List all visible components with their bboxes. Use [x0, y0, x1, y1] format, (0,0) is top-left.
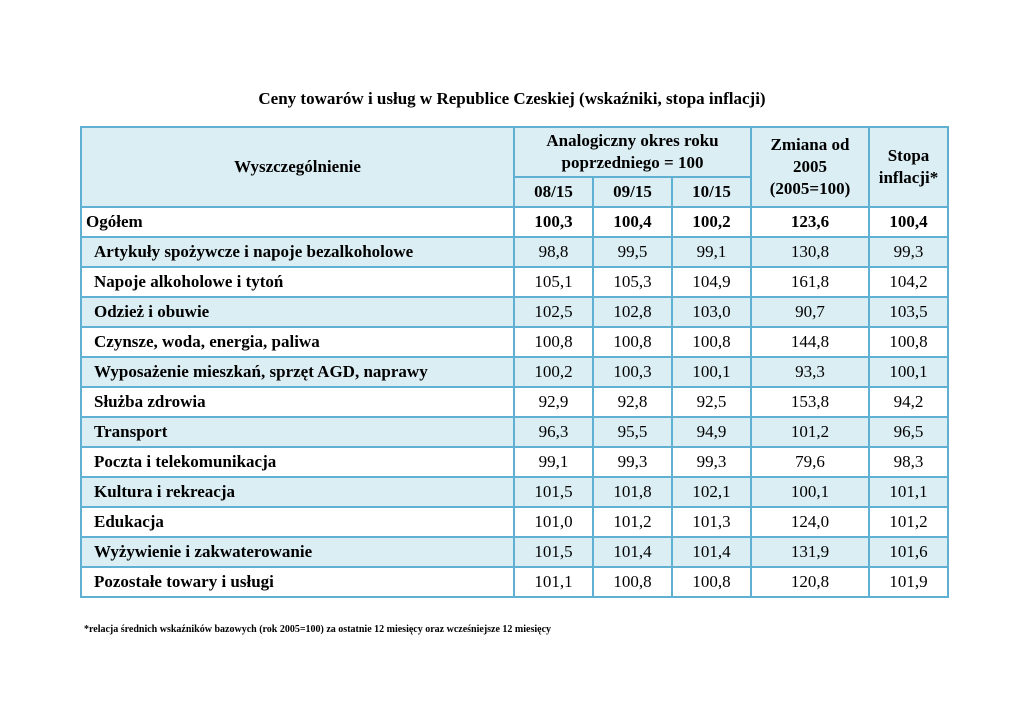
cell-value: 101,2 — [751, 417, 869, 447]
cell-value: 95,5 — [593, 417, 672, 447]
cell-value: 131,9 — [751, 537, 869, 567]
cell-value: 98,8 — [514, 237, 593, 267]
header-previous-year-group: Analogiczny okres roku poprzedniego = 100 — [514, 127, 751, 177]
header-change-since-2005: Zmiana od 2005 (2005=100) — [751, 127, 869, 207]
cell-value: 103,5 — [869, 297, 948, 327]
footnote: *relacja średnich wskaźników bazowych (rok 2005=100) za ostatnie 12 miesięcy oraz wcześniejsze 12 miesięcy — [84, 624, 552, 635]
row-label: Ogółem — [81, 207, 514, 237]
cell-value: 100,4 — [869, 207, 948, 237]
cell-value: 98,3 — [869, 447, 948, 477]
cell-value: 99,3 — [593, 447, 672, 477]
cell-value: 104,9 — [672, 267, 751, 297]
cell-value: 105,3 — [593, 267, 672, 297]
cell-value: 124,0 — [751, 507, 869, 537]
cell-value: 94,9 — [672, 417, 751, 447]
cell-value: 101,4 — [672, 537, 751, 567]
cell-value: 99,1 — [514, 447, 593, 477]
cell-value: 101,9 — [869, 567, 948, 597]
row-label: Czynsze, woda, energia, paliwa — [81, 327, 514, 357]
header-month-3: 10/15 — [672, 177, 751, 207]
row-label: Transport — [81, 417, 514, 447]
cell-value: 101,5 — [514, 537, 593, 567]
cell-value: 90,7 — [751, 297, 869, 327]
row-label: Kultura i rekreacja — [81, 477, 514, 507]
cell-value: 92,8 — [593, 387, 672, 417]
row-label: Napoje alkoholowe i tytoń — [81, 267, 514, 297]
cell-value: 93,3 — [751, 357, 869, 387]
cell-value: 92,5 — [672, 387, 751, 417]
cell-value: 100,4 — [593, 207, 672, 237]
cell-value: 100,3 — [593, 357, 672, 387]
cell-value: 100,8 — [672, 327, 751, 357]
cell-value: 105,1 — [514, 267, 593, 297]
row-label: Artykuły spożywcze i napoje bezalkoholowe — [81, 237, 514, 267]
cell-value: 120,8 — [751, 567, 869, 597]
cell-value: 102,1 — [672, 477, 751, 507]
cell-value: 101,5 — [514, 477, 593, 507]
cell-value: 100,2 — [672, 207, 751, 237]
header-description: Wyszczególnienie — [81, 127, 514, 207]
table-row — [81, 477, 948, 507]
inflation-table — [80, 126, 949, 598]
cell-value: 130,8 — [751, 237, 869, 267]
table-row — [81, 507, 948, 537]
header-month-1: 08/15 — [514, 177, 593, 207]
cell-value: 100,8 — [672, 567, 751, 597]
cell-value: 161,8 — [751, 267, 869, 297]
cell-value: 101,6 — [869, 537, 948, 567]
cell-value: 104,2 — [869, 267, 948, 297]
table-row — [81, 567, 948, 597]
row-label: Poczta i telekomunikacja — [81, 447, 514, 477]
cell-value: 101,1 — [514, 567, 593, 597]
cell-value: 100,8 — [593, 327, 672, 357]
cell-value: 100,3 — [514, 207, 593, 237]
cell-value: 96,5 — [869, 417, 948, 447]
header-month-2: 09/15 — [593, 177, 672, 207]
cell-value: 100,8 — [869, 327, 948, 357]
cell-value: 100,8 — [593, 567, 672, 597]
cell-value: 101,2 — [869, 507, 948, 537]
cell-value: 100,1 — [751, 477, 869, 507]
table-row — [81, 297, 948, 327]
row-label: Służba zdrowia — [81, 387, 514, 417]
cell-value: 99,3 — [672, 447, 751, 477]
table-row — [81, 237, 948, 267]
cell-value: 153,8 — [751, 387, 869, 417]
cell-value: 100,8 — [514, 327, 593, 357]
cell-value: 99,3 — [869, 237, 948, 267]
cell-value: 101,8 — [593, 477, 672, 507]
cell-value: 103,0 — [672, 297, 751, 327]
table-row — [81, 447, 948, 477]
table-row — [81, 537, 948, 567]
cell-value: 102,5 — [514, 297, 593, 327]
cell-value: 79,6 — [751, 447, 869, 477]
cell-value: 101,1 — [869, 477, 948, 507]
cell-value: 101,2 — [593, 507, 672, 537]
cell-value: 100,1 — [672, 357, 751, 387]
row-label: Wyżywienie i zakwaterowanie — [81, 537, 514, 567]
cell-value: 101,4 — [593, 537, 672, 567]
table-row — [81, 387, 948, 417]
page-title: Ceny towarów i usług w Republice Czeskiej (wskaźniki, stopa inflacji) — [258, 89, 766, 108]
row-label: Edukacja — [81, 507, 514, 537]
cell-value: 101,0 — [514, 507, 593, 537]
row-label: Pozostałe towary i usługi — [81, 567, 514, 597]
header-inflation-rate: Stopa inflacji* — [869, 127, 948, 207]
table-row — [81, 357, 948, 387]
cell-value: 92,9 — [514, 387, 593, 417]
table-row — [81, 327, 948, 357]
cell-value: 101,3 — [672, 507, 751, 537]
table-row — [81, 267, 948, 297]
cell-value: 144,8 — [751, 327, 869, 357]
cell-value: 100,2 — [514, 357, 593, 387]
table-row — [81, 417, 948, 447]
row-label: Wyposażenie mieszkań, sprzęt AGD, naprawy — [81, 357, 514, 387]
cell-value: 100,1 — [869, 357, 948, 387]
row-label: Odzież i obuwie — [81, 297, 514, 327]
cell-value: 99,5 — [593, 237, 672, 267]
cell-value: 94,2 — [869, 387, 948, 417]
cell-value: 123,6 — [751, 207, 869, 237]
cell-value: 96,3 — [514, 417, 593, 447]
cell-value: 99,1 — [672, 237, 751, 267]
table-row — [81, 207, 948, 237]
cell-value: 102,8 — [593, 297, 672, 327]
